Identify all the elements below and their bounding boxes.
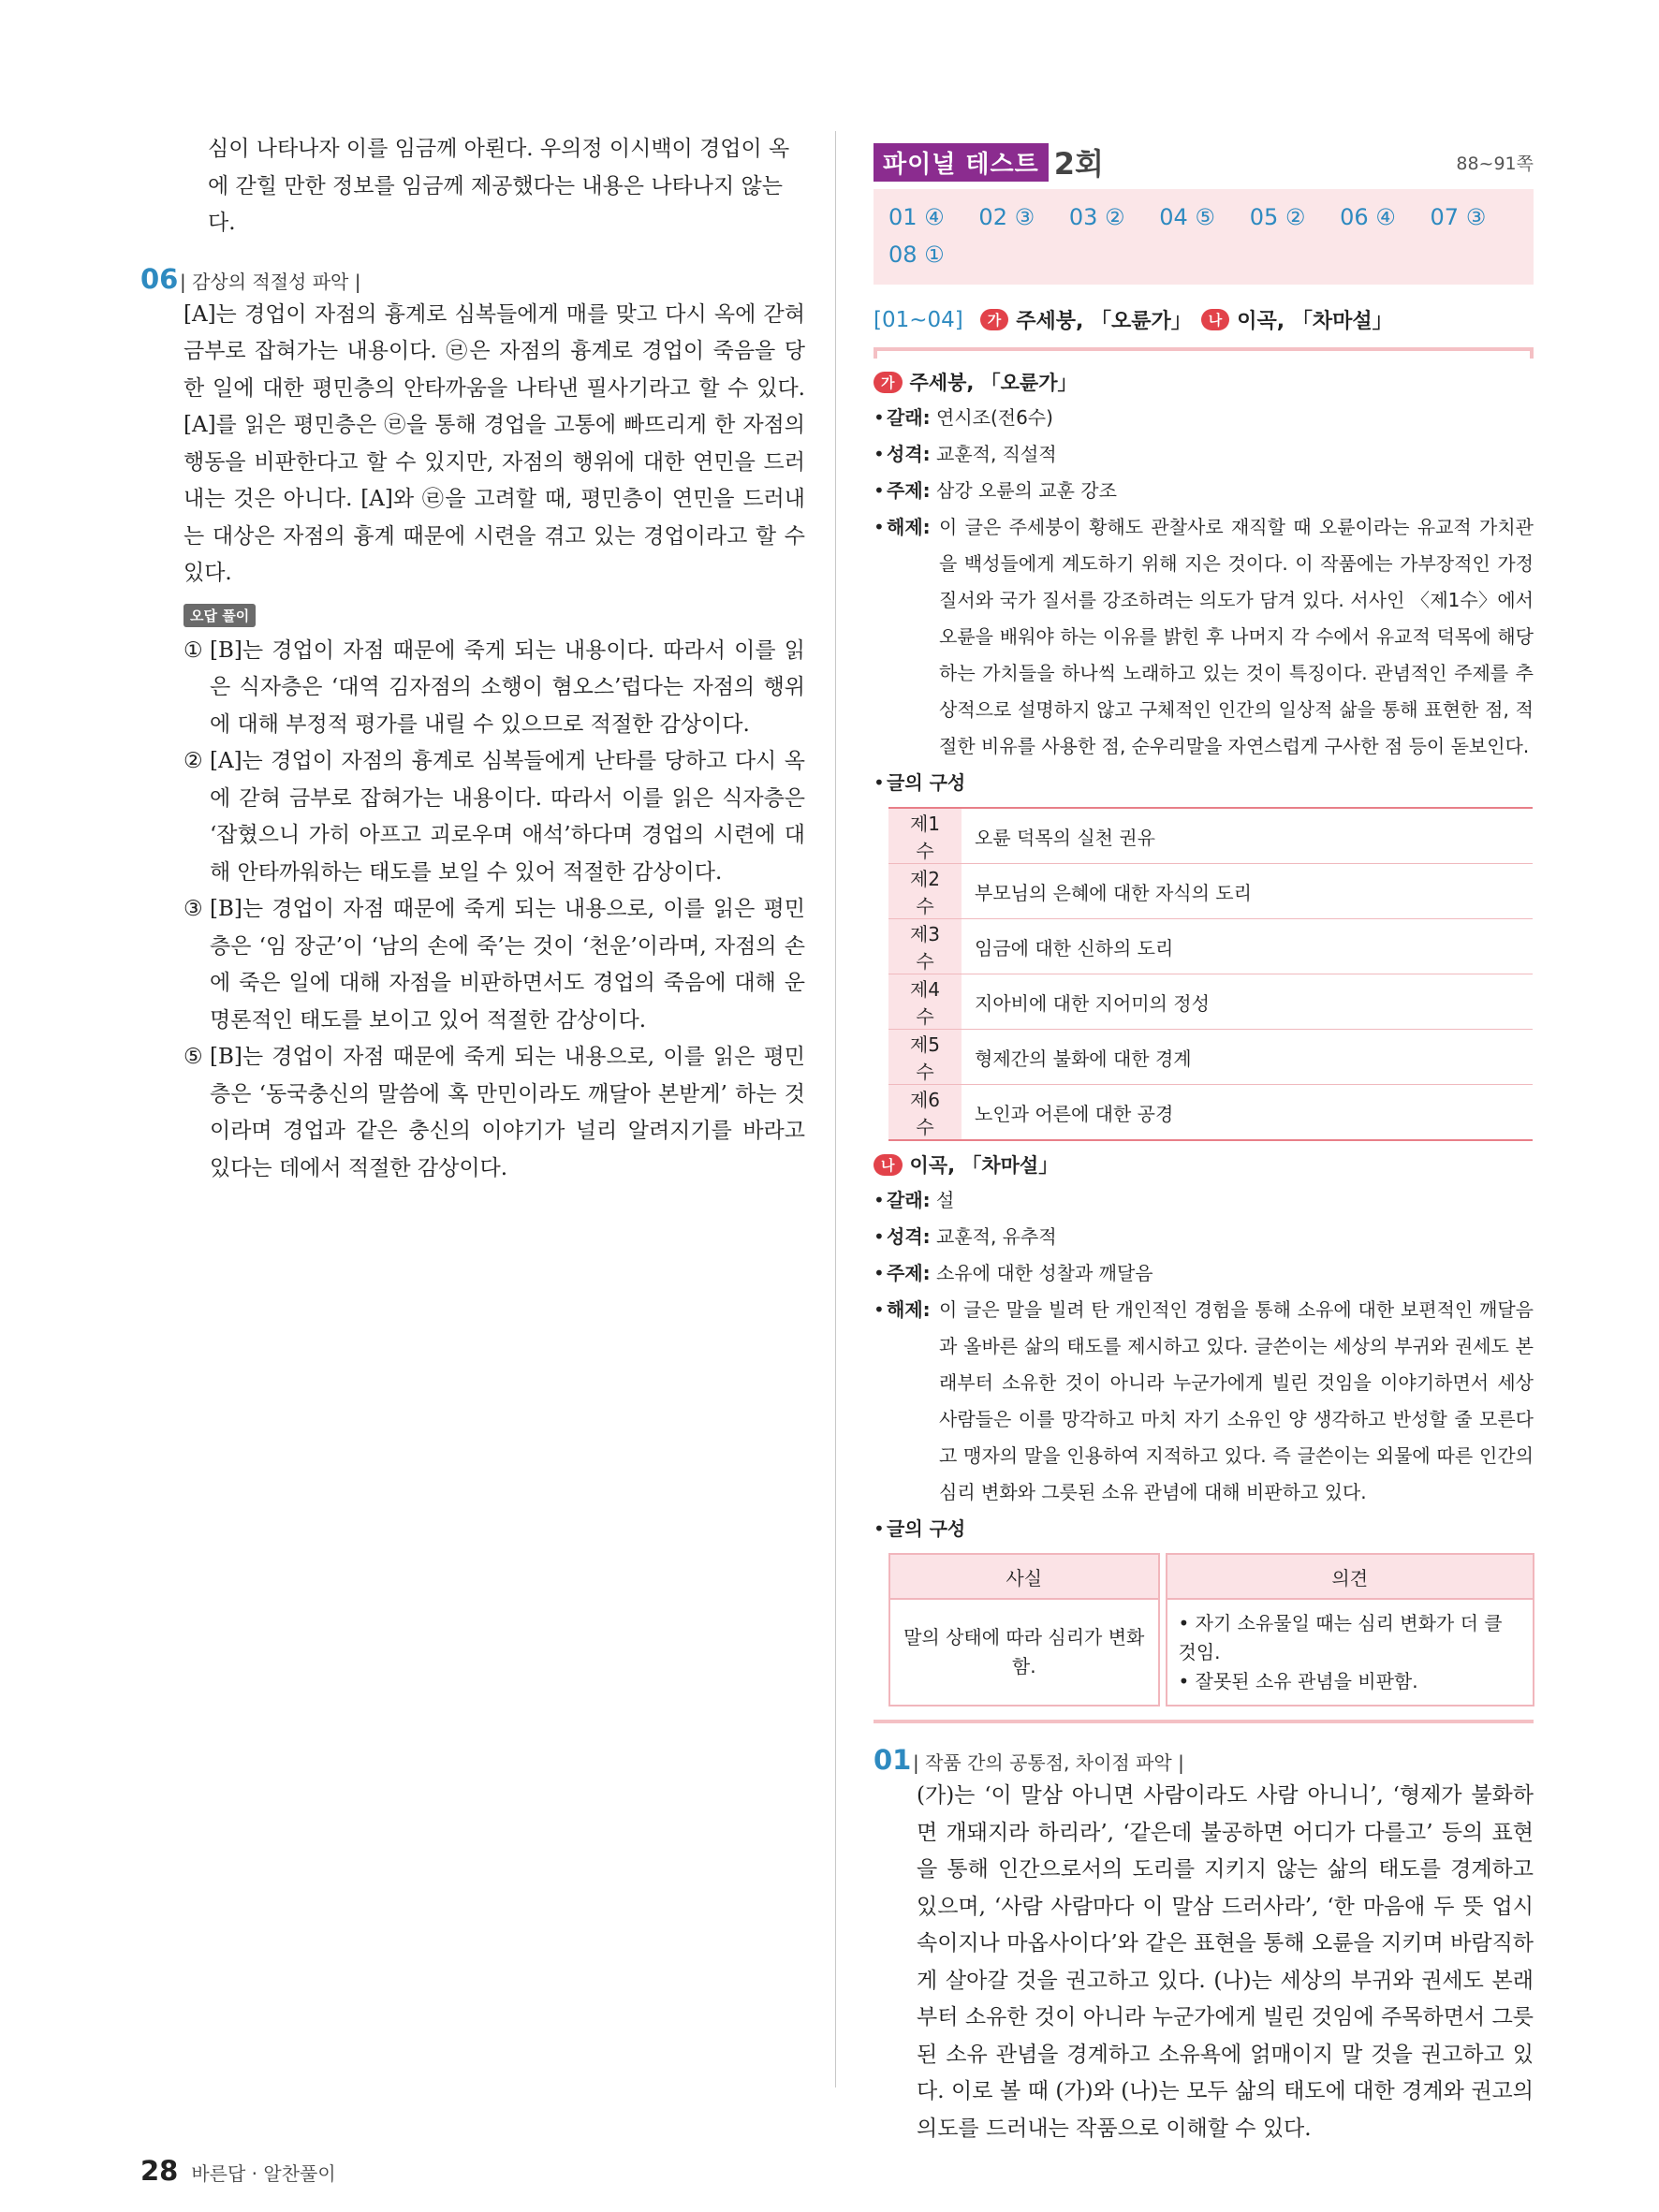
tag-ga: 가: [874, 372, 903, 393]
work-b-heading: [874, 1150, 1534, 1179]
answer-row: [888, 198, 1520, 236]
question-title: | 작품 간의 공통점, 차이점 파악 |: [913, 1751, 1184, 1774]
fact-cell: 말의 상태에 따라 심리가 변화함.: [888, 1598, 1160, 1707]
final-test-label: 파이널 테스트: [874, 143, 1049, 182]
option-mark: ⑤: [184, 1045, 203, 1069]
tag-na: 나: [1201, 309, 1230, 330]
section-label: [874, 305, 1534, 334]
option-text: [B]는 경업이 자점 때문에 죽게 되는 내용이다. 따라서 이를 읽은 식자층은 ‘대역 김자점의 소행이 혐오스’럽다는 자점의 행위에 대해 부정적 평가를 내릴 수 있으므로 적절한 감상이다.: [210, 637, 805, 737]
table-row: [888, 864, 1533, 919]
table-row: [888, 1030, 1533, 1085]
info-value: 교훈적, 직설적: [936, 443, 1057, 465]
question-01-header: [874, 1744, 1534, 1776]
work-info-box: [874, 347, 1534, 1723]
option-text: [B]는 경업이 자점 때문에 죽게 되는 내용으로, 이를 읽은 평민층은 ‘동국충신의 말씀에 혹 만민이라도 깨달아 본받게’ 하는 것이라며 경업과 같은 충신의 이야기가 널리 알려지기를 바라고 있다는 데에서 적절한 감상이다.: [210, 1045, 805, 1180]
info-key: 성격:: [887, 443, 931, 465]
opinion-header: 의견: [1166, 1553, 1535, 1598]
stanza-cell: 제6수: [888, 1085, 962, 1141]
right-column: [874, 140, 1534, 2147]
table-row: [888, 974, 1533, 1030]
content-cell: 형제간의 불화에 대한 경계: [962, 1030, 1533, 1085]
option-item: [140, 1039, 805, 1187]
tag-ga: 가: [980, 309, 1009, 330]
structure-label: • 글의 구성: [874, 1517, 966, 1540]
table-row: [888, 1598, 1534, 1707]
tag-na: 나: [874, 1154, 903, 1176]
info-key: 주제:: [887, 1262, 931, 1284]
content-cell: 임금에 대한 신하의 도리: [962, 919, 1533, 974]
answer-item: 03 ②: [1068, 204, 1125, 230]
answer-row: [888, 236, 1520, 273]
info-key: 해제:: [887, 1298, 931, 1321]
question-number: 01: [874, 1744, 912, 1776]
info-genre: • 갈래: 설: [874, 1182, 1534, 1219]
work-ga-title: 주세붕, 「오륜가」: [1016, 310, 1192, 333]
table-row: [888, 1085, 1533, 1141]
left-column: [140, 131, 805, 1187]
info-theme: • 주제: 삼강 오륜의 교훈 강조: [874, 473, 1534, 509]
stanza-cell: 제4수: [888, 974, 962, 1030]
stanza-cell: 제1수: [888, 808, 962, 864]
continued-line: 에 갇힐 만한 정보를 임금께 제공했다는 내용은 나타나지 않는: [208, 173, 783, 198]
question-06-header: [140, 263, 805, 295]
info-key: 해제:: [887, 516, 931, 538]
answer-key-box: [874, 189, 1534, 285]
option-mark: ①: [184, 637, 203, 663]
info-value: 이 글은 주세붕이 황해도 관찰사로 재직할 때 오륜이라는 유교적 가치관을 백성들에게 계도하기 위해 지은 것이다. 이 작품에는 가부장적인 가정 질서와 국가 질서를 강조하려는 의도가 담겨 있다. 서사인 〈제1수〉에서 오륜을 배워야 하는 이유를 밝힌 후 나머지 각 수에서 유교적 덕목에 해당하는 가치들을 하나씩 노래하고 있는 것이 특징이다. 관념적인 주제를 추상적으로 설명하지 않고 구체적인 인간의 일상적 삶을 통해 표현한 점, 적절한 비유를 사용한 점, 순우리말을 자연스럽게 구사한 점 등이 돋보인다.: [939, 516, 1534, 757]
info-value: 연시조(전6수): [936, 406, 1053, 429]
work-a-title: 주세붕, 「오륜가」: [909, 372, 1078, 394]
content-cell: 노인과 어른에 대한 공경: [962, 1085, 1533, 1141]
answer-item: 01 ④: [888, 204, 945, 230]
stanza-cell: 제3수: [888, 919, 962, 974]
stanza-cell: 제5수: [888, 1030, 962, 1085]
info-key: 갈래:: [887, 406, 931, 429]
list-item: • 잘못된 소유 관념을 비판함.: [1178, 1669, 1418, 1692]
final-test-header: [874, 140, 1534, 183]
final-test-round: 2회: [1053, 146, 1104, 182]
continued-text: [140, 131, 805, 242]
info-value: 설: [936, 1189, 955, 1211]
info-key: 주제:: [887, 479, 931, 502]
structure-table: [888, 807, 1533, 1141]
section-range: [01~04]: [874, 307, 963, 332]
table-row: [888, 919, 1533, 974]
info-character: • 성격: 교훈적, 직설적: [874, 436, 1534, 473]
answer-item: 07 ③: [1430, 204, 1487, 230]
info-key: 갈래:: [887, 1189, 931, 1211]
page-footer: [140, 2155, 336, 2187]
answer-item: 04 ⑤: [1159, 204, 1215, 230]
info-explanation: • 해제: 이 글은 주세붕이 황해도 관찰사로 재직할 때 오륜이라는 유교적 가치관을 백성들에게 계도하기 위해 지은 것이다. 이 작품에는 가부장적인 가정 질서와 국가 질서를 강조하려는 의도가 담겨 있다. 서사인 〈제1수〉에서 오륜을 배워야 하는 이유를 밝힌 후 나머지 각 수에서 유교적 덕목에 해당하는 가치들을 하나씩 노래하고 있는 것이 특징이다. 관념적인 주제를 추상적으로 설명하지 않고 구체적인 인간의 일상적 삶을 통해 표현한 점, 적절한 비유를 사용한 점, 순우리말을 자연스럽게 구사한 점 등이 돋보인다.: [874, 509, 1534, 765]
option-item: [140, 743, 805, 891]
answer-item: 05 ②: [1249, 204, 1306, 230]
answer-item: 06 ④: [1340, 204, 1396, 230]
info-character: • 성격: 교훈적, 유추적: [874, 1219, 1534, 1255]
option-item: [140, 891, 805, 1039]
page-range: 88~91쪽: [1456, 153, 1534, 174]
final-test-title: [874, 140, 1104, 183]
question-number: 06: [140, 262, 179, 295]
fact-opinion-table: [883, 1553, 1540, 1707]
info-value: 교훈적, 유추적: [936, 1225, 1057, 1248]
content-cell: 부모님의 은혜에 대한 자식의 도리: [962, 864, 1533, 919]
structure-label: • 글의 구성: [874, 771, 966, 794]
question-01: [874, 1744, 1534, 2147]
option-mark: ②: [184, 749, 203, 773]
explanation-text: (가)는 ‘이 말삼 아니면 사람이라도 사람 아니니’, ‘형제가 불화하면 개돼지라 하리라’, ‘같은데 불공하면 어디가 다를고’ 등의 표현을 통해 인간으로서의 도리를 지키지 않는 삶의 태도를 경계하고 있으며, ‘사람 사람마다 이 말삼 드러사라’, ‘한 마음애 두 뜻 업시 속이지나 마옵사이다’와 같은 표현을 통해 오륜을 지키며 바람직하게 살아갈 것을 권고하고 있다. (나)는 세상의 부귀와 권세도 본래부터 소유한 것이 아니라 누군가에게 빌린 것임에 주목하면서 그릇된 소유 관념을 경계하고 소유욕에 얽매이지 말 것을 권고하고 있다. 이로 볼 때 (가)와 (나)는 모두 삶의 태도에 대한 경계와 권고의 의도를 드러내는 작품으로 이해할 수 있다.: [917, 1783, 1534, 2141]
info-value: 삼강 오륜의 교훈 강조: [936, 479, 1117, 502]
question-06-body: [140, 297, 805, 593]
option-text: [A]는 경업이 자점의 흉계로 심복들에게 난타를 당하고 다시 옥에 갇혀 금부로 잡혀가는 내용이다. 따라서 이를 읽은 식자층은 ‘잡혔으니 가히 아프고 괴로우며 애석’하다며 경업의 시련에 대해 안타까워하는 태도를 보일 수 있어 적절한 감상이다.: [210, 749, 805, 885]
table-header-row: [888, 1553, 1534, 1598]
content-cell: 지아비에 대한 지어미의 정성: [962, 974, 1533, 1030]
option-text: [B]는 경업이 자점 때문에 죽게 되는 내용으로, 이를 읽은 평민층은 ‘임 장군’이 ‘남의 손에 죽’는 것이 ‘천운’이라며, 자점의 손에 죽은 일에 대해 자점을 비판하면서도 경업의 죽음에 대해 운명론적인 태도를 보이고 있어 적절한 감상이다.: [210, 897, 805, 1033]
info-key: 성격:: [887, 1225, 931, 1248]
work-na-title: 이곡, 「차마설」: [1237, 310, 1393, 333]
page-number: 28: [140, 2155, 179, 2187]
stanza-cell: 제2수: [888, 864, 962, 919]
continued-line: 다.: [208, 211, 236, 235]
table-row: [888, 808, 1533, 864]
continued-line: 심이 나타나자 이를 임금께 아뢴다. 우의정 이시백이 경업이 옥: [208, 137, 790, 161]
wrong-answer-badge: 오답 풀이: [184, 604, 256, 627]
info-genre: • 갈래: 연시조(전6수): [874, 400, 1534, 436]
info-value: 이 글은 말을 빌려 탄 개인적인 경험을 통해 소유에 대한 보편적인 깨달음과 올바른 삶의 태도를 제시하고 있다. 글쓴이는 세상의 부귀와 권세도 본래부터 소유한 것이 아니라 누군가에게 빌린 것임을 이야기하면서 세상 사람들은 이를 망각하고 마치 자기 소유인 양 생각하고 반성할 줄 모른다고 맹자의 말을 인용하여 지적하고 있다. 즉 글쓴이는 외물에 따른 인간의 심리 변화와 그릇된 소유 관념에 대해 비판하고 있다.: [939, 1298, 1534, 1503]
answer-item: 02 ③: [978, 204, 1035, 230]
question-title: | 감상의 적절성 파악 |: [180, 270, 361, 293]
book-label: 바른답 · 알찬풀이: [191, 2162, 336, 2185]
opinion-cell: [1166, 1598, 1535, 1707]
info-value: 소유에 대한 성찰과 깨달음: [936, 1262, 1153, 1284]
fact-header: 사실: [888, 1553, 1160, 1598]
info-explanation: • 해제: 이 글은 말을 빌려 탄 개인적인 경험을 통해 소유에 대한 보편적인 깨달음과 올바른 삶의 태도를 제시하고 있다. 글쓴이는 세상의 부귀와 권세도 본래부터 소유한 것이 아니라 누군가에게 빌린 것임을 이야기하면서 세상 사람들은 이를 망각하고 마치 자기 소유인 양 생각하고 반성할 줄 모른다고 맹자의 말을 인용하여 지적하고 있다. 즉 글쓴이는 외물에 따른 인간의 심리 변화와 그릇된 소유 관념에 대해 비판하고 있다.: [874, 1292, 1534, 1511]
option-mark: ③: [184, 897, 203, 921]
column-divider: [835, 131, 836, 2087]
option-item: [140, 633, 805, 744]
info-theme: • 주제: 소유에 대한 성찰과 깨달음: [874, 1255, 1534, 1292]
explanation-text: [A]는 경업이 자점의 흉계로 심복들에게 매를 맞고 다시 옥에 갇혀 금부로 잡혀가는 내용이다. ㉣은 자점의 흉계로 경업이 죽음을 당한 일에 대한 평민층의 안타까움을 나타낸 필사기라고 할 수 있다. [A]를 읽은 평민층은 ㉣을 통해 경업을 고통에 빠뜨리게 한 자점의 행동을 비판한다고 할 수 있지만, 자점의 행위에 대한 연민을 드러내는 것은 아니다. [A]와 ㉣을 고려할 때, 평민층이 연민을 드러내는 대상은 자점의 흉계 때문에 시련을 겪고 있는 경업이라고 할 수 있다.: [184, 301, 805, 585]
list-item: • 자기 소유물일 때는 심리 변화가 더 클 것임.: [1178, 1611, 1503, 1663]
content-cell: 오륜 덕목의 실천 권유: [962, 808, 1533, 864]
work-b-title: 이곡, 「차마설」: [909, 1154, 1059, 1177]
work-a-heading: [874, 368, 1534, 396]
answer-item: 08 ①: [888, 242, 945, 268]
